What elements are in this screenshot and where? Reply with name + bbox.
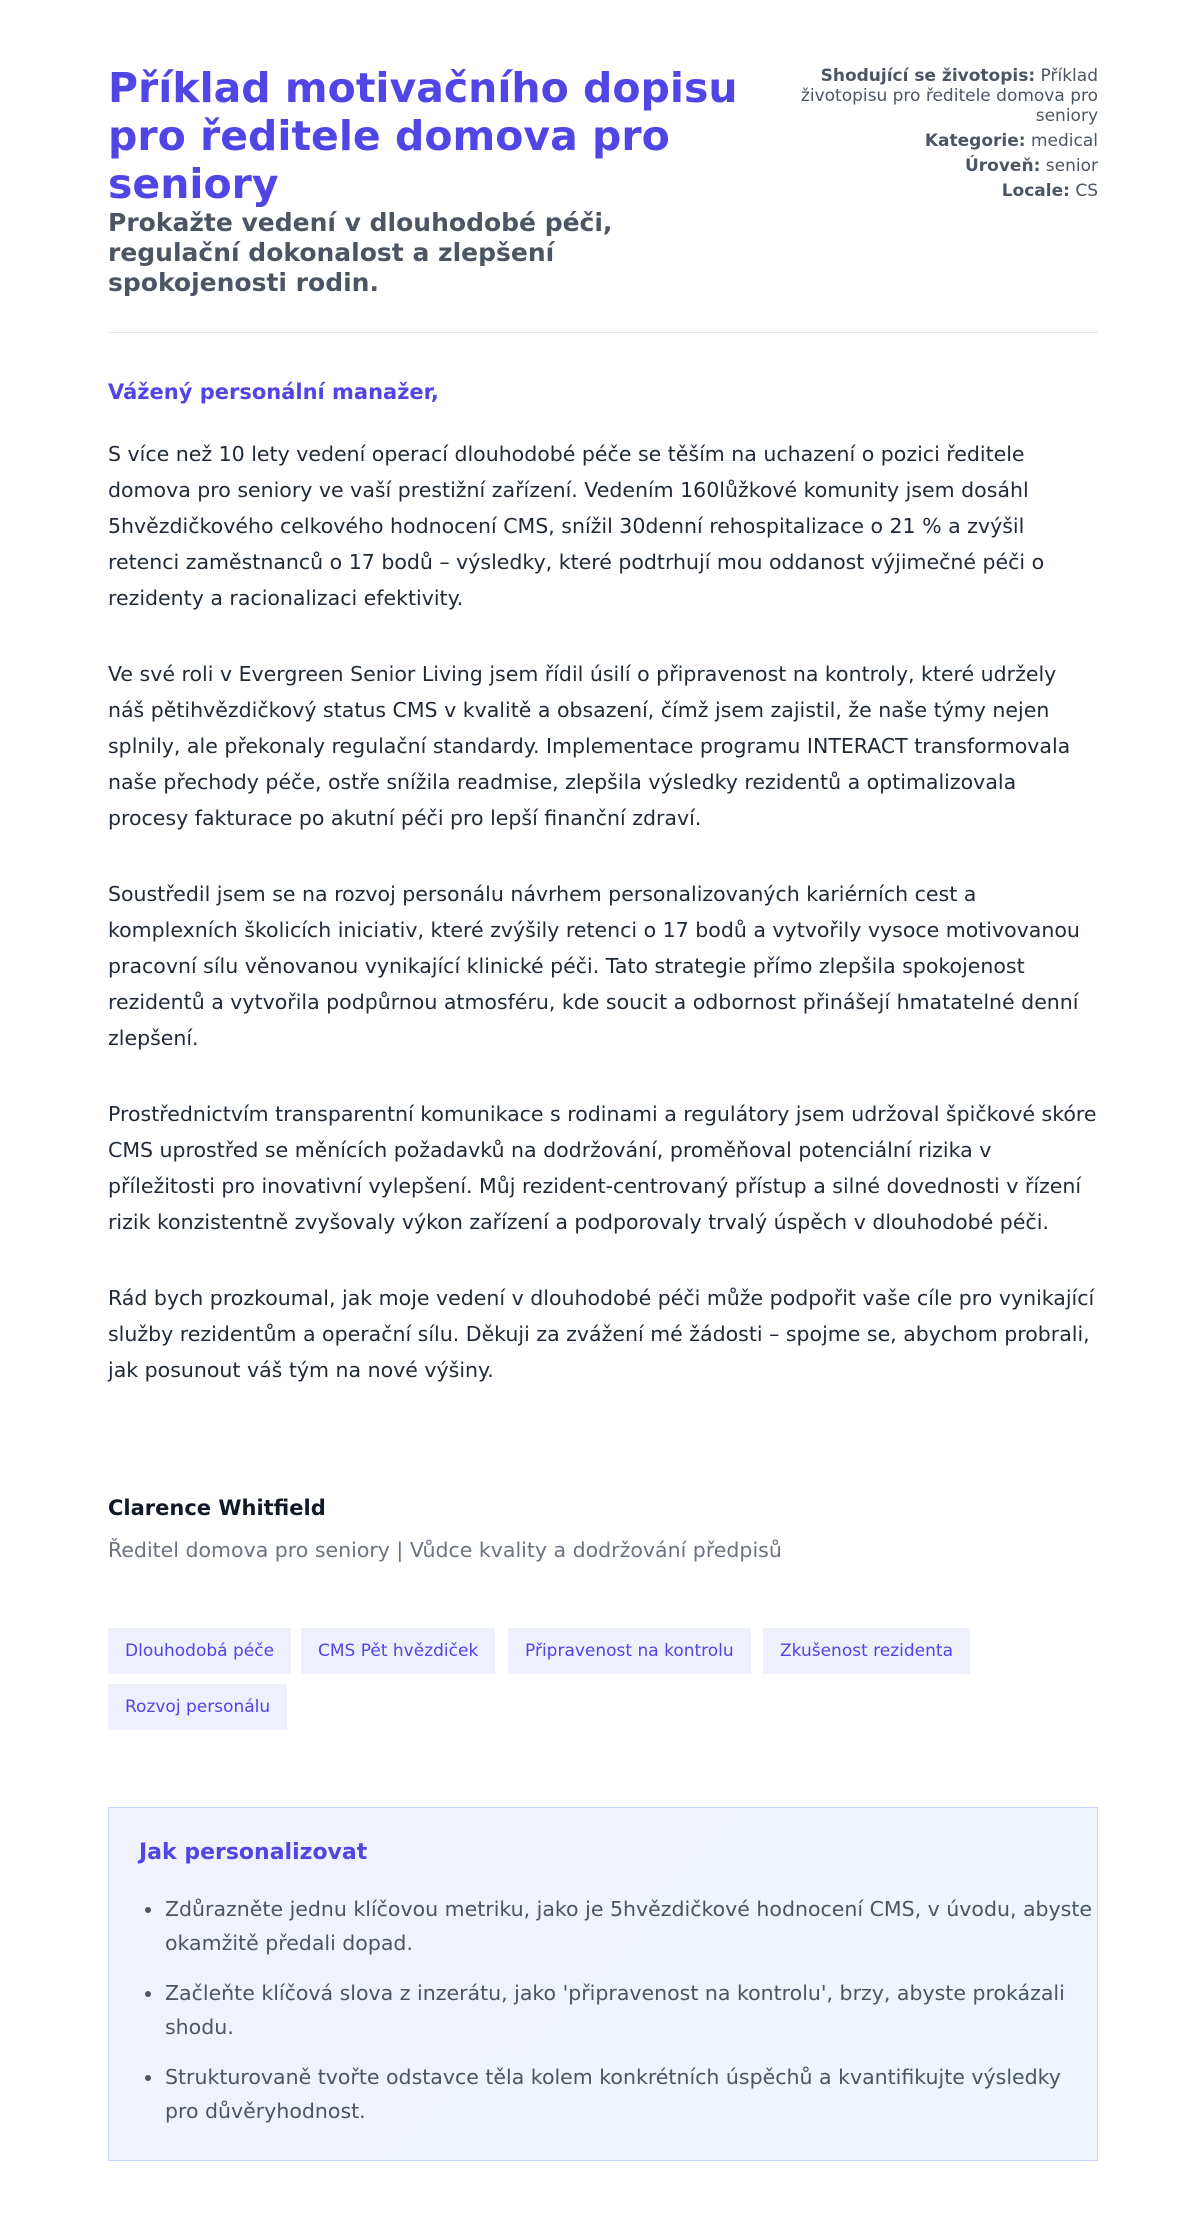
meta-level-label: Úroveň: xyxy=(964,156,1041,176)
tips-heading: Jak personalizovat xyxy=(139,1840,368,1865)
meta-category-label: Kategorie: xyxy=(924,131,1026,151)
signature-name: Clarence Whitfield xyxy=(108,1496,326,1520)
meta-resume-value: Příklad životopisu pro ředitele domova pro seniory xyxy=(800,66,1098,126)
letter-paragraph: Rád bych prozkoumal, jak moje vedení v dlouhodobé péči může podpořit vaše cíle pro vynikající služby rezidentům a operační sílu. Děkuji za zvážení mé žádosti – spojme se, abychom probrali, jak posunout váš tým na nové výšiny. xyxy=(108,1286,1095,1382)
tip-item xyxy=(165,1976,1095,2044)
bullet-icon xyxy=(145,2075,151,2081)
meta-category xyxy=(758,131,1098,151)
page-header xyxy=(108,0,1098,333)
letter-greeting: Vážený personální manažer, xyxy=(108,380,439,404)
meta-resume xyxy=(758,66,1098,126)
tag-inspection-readiness[interactable]: Připravenost na kontrolu xyxy=(508,1628,751,1674)
letter-paragraph: Soustředil jsem se na rozvoj personálu návrhem personalizovaných kariérních cest a komplexních školicích iniciativ, které zvýšily retenci o 17 bodů a vytvořily vysoce motivovanou pracovní sílu věnovanou vynikající klinické péči. Tato strategie přímo zlepšila spokojenost rezidentů a vytvořila podpůrnou atmosféru, kde soucit a odbornost přinášejí hmatatelné denní zlepšení. xyxy=(108,882,1080,1050)
meta-level-value: senior xyxy=(1045,156,1098,176)
signature-title: Ředitel domova pro seniory | Vůdce kvality a dodržování předpisů xyxy=(108,1538,782,1562)
meta-panel xyxy=(758,66,1098,206)
tip-text: Zdůrazněte jednu klíčovou metriku, jako je 5hvězdičkové hodnocení CMS, v úvodu, abyste okamžitě předali dopad. xyxy=(165,1897,1093,1955)
letter-paragraph: Ve své roli v Evergreen Senior Living jsem řídil úsilí o připravenost na kontroly, které udržely náš pětihvězdičkový status CMS v kvalitě a obsazení, čímž jsem zajistil, že naše týmy nejen splnily, ale překonaly regulační standardy. Implementace programu INTERACT transformovala naše přechody péče, ostře snížila readmise, zlepšila výsledky rezidentů a optimalizovala procesy fakturace po akutní péči pro lepší finanční zdraví. xyxy=(108,662,1071,830)
meta-level xyxy=(758,156,1098,176)
bullet-icon xyxy=(145,1991,151,1997)
personalization-tips xyxy=(108,1807,1098,2161)
tag-cms-five-star[interactable]: CMS Pět hvězdiček xyxy=(301,1628,495,1674)
page-title: Příklad motivačního dopisu pro ředitele domova pro seniory xyxy=(108,64,738,208)
letter-paragraph: S více než 10 lety vedení operací dlouhodobé péče se těším na uchazení o pozici ředitele domova pro seniory ve vaší prestižní zařízení. Vedením 160lůžkové komunity jsem dosáhl 5hvězdičkového celkového hodnocení CMS, snížil 30denní rehospitalizace o 21 % a zvýšil retenci zaměstnanců o 17 bodů – výsledky, které podtrhují mou oddanost výjimečné péči o rezidenty a racionalizaci efektivity. xyxy=(108,442,1045,610)
tag-resident-experience[interactable]: Zkušenost rezidenta xyxy=(763,1628,970,1674)
bullet-icon xyxy=(145,1907,151,1913)
tip-item xyxy=(165,2060,1095,2128)
page-subtitle: Prokažte vedení v dlouhodobé péči, regulační dokonalost a zlepšení spokojenosti rodin. xyxy=(108,208,613,297)
tip-text: Začleňte klíčová slova z inzerátu, jako 'připravenost na kontrolu', brzy, abyste prokázali shodu. xyxy=(165,1981,1065,2039)
letter-body xyxy=(108,436,1098,1428)
meta-resume-label: Shodující se životopis: xyxy=(820,66,1036,86)
tip-text: Strukturovaně tvořte odstavce těla kolem konkrétních úspěchů a kvantifikujte výsledky pro důvěryhodnost. xyxy=(165,2065,1061,2123)
meta-category-value: medical xyxy=(1030,131,1098,151)
meta-locale-value: CS xyxy=(1075,181,1098,201)
tip-item xyxy=(165,1892,1095,1960)
tag-staff-development[interactable]: Rozvoj personálu xyxy=(108,1684,287,1730)
letter-paragraph: Prostřednictvím transparentní komunikace s rodinami a regulátory jsem udržoval špičkové skóre CMS uprostřed se měnících požadavků na dodržování, proměňoval potenciální rizika v příležitosti pro inovativní vylepšení. Můj rezident-centrovaný přístup a silné dovednosti v řízení rizik konzistentně zvyšovaly výkon zařízení a podporovaly trvalý úspěch v dlouhodobé péči. xyxy=(108,1102,1097,1234)
tips-list xyxy=(139,1892,1095,2144)
cover-letter-page xyxy=(108,0,1098,2123)
meta-locale xyxy=(758,181,1098,201)
meta-locale-label: Locale: xyxy=(1001,181,1070,201)
tag-long-term-care[interactable]: Dlouhodobá péče xyxy=(108,1628,291,1674)
